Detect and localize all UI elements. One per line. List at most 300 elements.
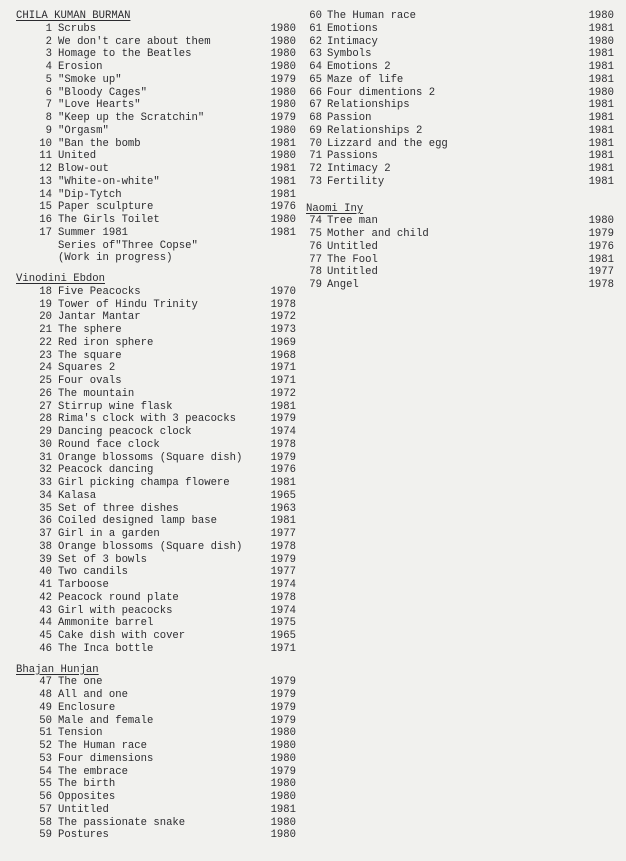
entry-title: Rima's clock with 3 peacocks (58, 413, 237, 426)
entry-year: 1979 (270, 701, 296, 714)
entry-year: 1979 (270, 451, 296, 464)
entry-title: The Girls Toilet (58, 214, 160, 226)
artwork-entry (16, 439, 296, 452)
entry-title: Coiled designed lamp base (58, 515, 217, 528)
entry-year: 1981 (588, 175, 614, 188)
entry-title: The one (58, 676, 103, 689)
artwork-entry (16, 804, 296, 817)
entry-title: Emotions (327, 22, 378, 35)
entry-year: 1980 (270, 150, 296, 163)
artwork-entry (306, 23, 614, 36)
continuation-text: Series of"Three Copse" (58, 239, 198, 252)
entry-year: 1981 (588, 124, 614, 137)
artwork-entry (16, 87, 296, 100)
artwork-entry (16, 554, 296, 567)
entry-year: 1975 (270, 617, 296, 630)
artwork-entry (16, 23, 296, 36)
artwork-entry (16, 676, 296, 689)
entry-year: 1981 (270, 137, 296, 150)
entry-number: 25 (39, 375, 52, 387)
entry-number: 39 (39, 553, 52, 566)
entry-year: 1972 (270, 311, 296, 324)
entry-title: Girl with peacocks (58, 604, 173, 617)
entry-title: The Inca bottle (58, 642, 154, 655)
entry-year: 1981 (588, 163, 614, 175)
artwork-entry (16, 138, 296, 151)
left-column (16, 10, 296, 842)
entry-year: 1976 (270, 201, 296, 214)
artwork-entry (16, 74, 296, 87)
entry-year: 1981 (588, 150, 614, 163)
entry-continuation (16, 252, 296, 265)
entry-number: 65 (309, 73, 322, 86)
entry-year: 1981 (588, 22, 614, 35)
entry-title: Maze of life (327, 73, 404, 86)
artwork-entry (306, 10, 614, 23)
entry-number: 12 (39, 163, 52, 175)
entry-title: The mountain (58, 387, 135, 400)
entry-year: 1976 (588, 240, 614, 253)
entry-title: Fertility (327, 175, 385, 188)
entry-number: 15 (39, 201, 52, 214)
entry-year: 1981 (588, 73, 614, 86)
entry-year: 1980 (588, 215, 614, 228)
entry-number: 53 (39, 752, 52, 765)
entry-number: 77 (309, 253, 322, 266)
entry-number: 62 (309, 35, 322, 48)
entry-title: Summer 1981 (58, 226, 128, 239)
entry-year: 1980 (270, 829, 296, 842)
entry-number: 61 (309, 22, 322, 35)
artwork-entry (16, 324, 296, 337)
artwork-entry (16, 727, 296, 740)
artwork-entry (16, 48, 296, 61)
entry-year: 1980 (270, 791, 296, 803)
entry-title: Jantar Mantar (58, 311, 141, 324)
entry-year: 1971 (270, 642, 296, 655)
artwork-entry (16, 150, 296, 163)
artwork-entry (306, 125, 614, 138)
entry-year: 1973 (270, 324, 296, 336)
artwork-entry (16, 299, 296, 312)
section-spacer (16, 265, 296, 273)
artwork-entry (16, 702, 296, 715)
entry-number: 45 (39, 630, 52, 642)
entry-year: 1980 (270, 214, 296, 226)
entry-year: 1980 (270, 61, 296, 73)
entry-number: 73 (309, 175, 322, 188)
artwork-entry (16, 201, 296, 214)
entry-number: 52 (39, 740, 52, 752)
entry-title: The embrace (58, 765, 128, 778)
artwork-entry (16, 528, 296, 541)
entry-title: Intimacy 2 (327, 163, 391, 175)
entry-year: 1976 (270, 464, 296, 477)
entry-number: 27 (39, 400, 52, 413)
entry-title: Emotions 2 (327, 61, 391, 73)
artwork-entry (16, 112, 296, 125)
entry-title: Round face clock (58, 438, 160, 451)
entry-title: Untitled (58, 803, 109, 816)
entry-year: 1980 (270, 816, 296, 829)
entry-number: 46 (39, 642, 52, 655)
entry-title: Relationships (327, 99, 410, 112)
entry-number: 48 (39, 689, 52, 701)
entry-title: Stirrup wine flask (58, 400, 173, 413)
entry-number: 26 (39, 387, 52, 400)
entry-year: 1981 (270, 226, 296, 239)
artwork-entry (16, 61, 296, 74)
entry-number: 29 (39, 426, 52, 438)
entry-number: 19 (39, 298, 52, 311)
right-column (306, 10, 614, 292)
entry-year: 1981 (588, 253, 614, 266)
entry-title: Set of 3 bowls (58, 553, 148, 566)
entry-number: 64 (309, 61, 322, 73)
entry-title: Postures (58, 829, 109, 842)
entry-year: 1977 (270, 566, 296, 579)
entry-number: 79 (309, 279, 322, 291)
artwork-entry (306, 176, 614, 189)
entry-number: 58 (39, 816, 52, 829)
entry-number: 63 (309, 48, 322, 61)
entry-title: United (58, 150, 97, 163)
entry-title: Symbols (327, 48, 372, 61)
artwork-entry (16, 125, 296, 138)
entry-number: 22 (39, 336, 52, 349)
entry-number: 42 (39, 591, 52, 604)
artwork-entry (16, 579, 296, 592)
entry-number: 24 (39, 362, 52, 375)
entry-title: Homage to the Beatles (58, 48, 192, 61)
entry-year: 1974 (270, 604, 296, 617)
entry-number: 32 (39, 464, 52, 477)
entry-title: The Human race (58, 740, 148, 752)
entry-title: Scrubs (58, 22, 97, 35)
entry-title: The sphere (58, 324, 122, 336)
entry-title: Intimacy (327, 35, 378, 48)
entry-number: 20 (39, 311, 52, 324)
entry-number: 5 (45, 73, 52, 86)
artwork-entry (16, 337, 296, 350)
entry-title: Four dimensions (58, 752, 154, 765)
entry-title: Peacock round plate (58, 591, 179, 604)
entry-title: "Dip-Tytch (58, 188, 122, 201)
artwork-entry (16, 401, 296, 414)
entry-number: 66 (309, 86, 322, 99)
artwork-entry (16, 566, 296, 579)
entry-title: Angel (327, 279, 359, 291)
entry-title: "Smoke up" (58, 73, 122, 86)
artwork-entry (16, 227, 296, 240)
entry-year: 1981 (270, 163, 296, 175)
entry-year: 1981 (588, 137, 614, 150)
entry-title: Four dimentions 2 (327, 86, 436, 99)
entry-number: 1 (45, 22, 52, 35)
entry-year: 1981 (270, 515, 296, 528)
entry-title: Four ovals (58, 375, 122, 387)
artwork-entry (306, 150, 614, 163)
artwork-entry (16, 388, 296, 401)
artwork-entry (16, 592, 296, 605)
artwork-entry (16, 362, 296, 375)
entry-year: 1979 (270, 714, 296, 727)
entry-year: 1981 (588, 112, 614, 124)
entry-number: 69 (309, 124, 322, 137)
artwork-entry (16, 426, 296, 439)
entry-title: Mother and child (327, 228, 429, 240)
artwork-entry (16, 740, 296, 753)
entry-title: Ammonite barrel (58, 617, 154, 630)
entry-year: 1978 (270, 540, 296, 553)
entry-year: 1969 (270, 336, 296, 349)
artwork-entry (16, 214, 296, 227)
entry-title: "Orgasm" (58, 124, 109, 137)
entry-number: 9 (45, 124, 52, 137)
entry-year: 1980 (270, 99, 296, 112)
artwork-entry (306, 163, 614, 176)
artwork-entry (306, 266, 614, 279)
entry-number: 40 (39, 566, 52, 579)
artwork-entry (16, 541, 296, 554)
entry-year: 1974 (270, 426, 296, 438)
entry-year: 1965 (270, 630, 296, 642)
entry-number: 44 (39, 617, 52, 630)
artwork-entry (16, 36, 296, 49)
entry-number: 35 (39, 502, 52, 515)
entry-year: 1980 (270, 740, 296, 752)
artist-heading: CHILA KUMAN BURMAN (16, 10, 131, 22)
artwork-entry (16, 350, 296, 363)
artwork-entry (306, 112, 614, 125)
entry-year: 1979 (270, 553, 296, 566)
entry-number: 57 (39, 803, 52, 816)
entry-number: 36 (39, 515, 52, 528)
entry-title: Kalasa (58, 489, 97, 502)
artwork-entry (16, 375, 296, 388)
entry-year: 1979 (588, 228, 614, 240)
entry-title: The square (58, 349, 122, 362)
entry-number: 28 (39, 413, 52, 426)
artwork-entry (16, 643, 296, 656)
entry-number: 47 (39, 676, 52, 689)
artwork-entry (16, 413, 296, 426)
entry-title: Opposites (58, 791, 116, 803)
entry-number: 33 (39, 477, 52, 489)
entry-year: 1980 (588, 86, 614, 99)
entry-title: Set of three dishes (58, 502, 179, 515)
artwork-entry (306, 74, 614, 87)
entry-title: "White-on-white" (58, 175, 160, 188)
entry-title: Squares 2 (58, 362, 116, 375)
entry-title: Two candils (58, 566, 128, 579)
entry-year: 1978 (270, 298, 296, 311)
entry-year: 1980 (588, 10, 614, 22)
entry-year: 1979 (270, 765, 296, 778)
artwork-entry (16, 630, 296, 643)
artwork-entry (16, 452, 296, 465)
entry-year: 1980 (588, 35, 614, 48)
entry-number: 78 (309, 266, 322, 279)
entry-title: The Human race (327, 10, 417, 22)
entry-title: Untitled (327, 266, 378, 279)
entry-title: Erosion (58, 61, 103, 73)
entry-title: The passionate snake (58, 816, 186, 829)
entry-number: 71 (309, 150, 322, 163)
entry-title: Relationships 2 (327, 124, 423, 137)
entry-year: 1980 (270, 124, 296, 137)
entry-number: 51 (39, 727, 52, 740)
entry-title: Male and female (58, 714, 154, 727)
artwork-entry (306, 99, 614, 112)
entry-year: 1979 (270, 112, 296, 124)
entry-year: 1981 (588, 99, 614, 112)
artist-heading: Vinodini Ebdon (16, 273, 106, 285)
entry-year: 1981 (270, 188, 296, 201)
entry-year: 1978 (270, 438, 296, 451)
artwork-entry (16, 715, 296, 728)
artwork-entry (16, 829, 296, 842)
entry-title: Girl picking champa flowere (58, 477, 230, 489)
entry-number: 68 (309, 112, 322, 124)
entry-title: Tree man (327, 215, 378, 228)
entry-title: "Love Hearts" (58, 99, 141, 112)
entry-title: Girl in a garden (58, 528, 160, 540)
entry-year: 1979 (270, 689, 296, 701)
entry-number: 72 (309, 163, 322, 175)
entry-title: Orange blossoms (Square dish) (58, 540, 243, 553)
entry-year: 1978 (270, 591, 296, 604)
entry-year: 1980 (270, 35, 296, 48)
entry-year: 1980 (270, 778, 296, 791)
entry-year: 1977 (270, 528, 296, 540)
entry-title: Orange blossoms (Square dish) (58, 451, 243, 464)
entry-title: Passion (327, 112, 372, 124)
artwork-entry (16, 490, 296, 503)
entry-year: 1979 (270, 676, 296, 689)
entry-year: 1977 (588, 266, 614, 279)
entry-number: 13 (39, 175, 52, 188)
artwork-entry (306, 254, 614, 267)
artist-heading: Bhajan Hunjan (16, 663, 99, 676)
section-spacer (306, 189, 614, 203)
artwork-entry (16, 99, 296, 112)
artwork-entry (306, 279, 614, 292)
entry-number: 59 (39, 829, 52, 842)
entry-year: 1963 (270, 502, 296, 515)
artwork-entry (306, 48, 614, 61)
artwork-entry (16, 817, 296, 830)
entry-number: 18 (39, 285, 52, 298)
artwork-entry (16, 617, 296, 630)
entry-title: Red iron sphere (58, 336, 154, 349)
entry-year: 1971 (270, 375, 296, 387)
entry-number: 74 (309, 215, 322, 228)
entry-title: "Bloody Cages" (58, 86, 148, 99)
entry-year: 1980 (270, 48, 296, 61)
entry-year: 1971 (270, 362, 296, 375)
entry-title: Enclosure (58, 701, 116, 714)
entry-continuation (16, 240, 296, 253)
entry-year: 1978 (588, 279, 614, 291)
entry-number: 41 (39, 579, 52, 591)
artwork-entry (306, 228, 614, 241)
section-spacer (16, 656, 296, 664)
entry-year: 1980 (270, 86, 296, 99)
entry-title: Paper sculpture (58, 201, 154, 214)
artwork-entry (16, 464, 296, 477)
entry-year: 1972 (270, 387, 296, 400)
entry-number: 54 (39, 765, 52, 778)
entry-year: 1981 (588, 48, 614, 61)
entry-number: 30 (39, 438, 52, 451)
entry-number: 55 (39, 778, 52, 791)
artwork-entry (306, 87, 614, 100)
artwork-entry (16, 753, 296, 766)
entry-year: 1965 (270, 489, 296, 502)
entry-title: "Ban the bomb (58, 137, 141, 150)
entry-number: 56 (39, 791, 52, 803)
entry-number: 49 (39, 701, 52, 714)
artist-heading: Naomi Iny (306, 202, 364, 215)
entry-title: Lizzard and the egg (327, 137, 448, 150)
entry-title: Dancing peacock clock (58, 426, 192, 438)
entry-number: 16 (39, 214, 52, 226)
entry-year: 1981 (270, 477, 296, 489)
entry-number: 67 (309, 99, 322, 112)
entry-title: Blow-out (58, 163, 109, 175)
entry-title: Peacock dancing (58, 464, 154, 477)
entry-number: 6 (45, 86, 52, 99)
entry-year: 1980 (270, 22, 296, 35)
continuation-text: (Work in progress) (58, 252, 173, 265)
entry-title: All and one (58, 689, 128, 701)
entry-title: Tower of Hindu Trinity (58, 298, 198, 311)
entry-number: 60 (309, 10, 322, 22)
entry-year: 1970 (270, 285, 296, 298)
entry-year: 1979 (270, 73, 296, 86)
entry-number: 31 (39, 451, 52, 464)
artwork-entry (306, 241, 614, 254)
entry-title: Five Peacocks (58, 285, 141, 298)
entry-number: 34 (39, 489, 52, 502)
entry-title: "Keep up the Scratchin" (58, 112, 205, 124)
entry-title: The Fool (327, 253, 378, 266)
entry-number: 21 (39, 324, 52, 336)
entry-title: Cake dish with cover (58, 630, 186, 642)
artwork-entry (16, 515, 296, 528)
artwork-entry (306, 36, 614, 49)
artwork-entry (16, 778, 296, 791)
artwork-entry (306, 215, 614, 228)
entry-year: 1981 (270, 175, 296, 188)
entry-title: The birth (58, 778, 116, 791)
entry-year: 1974 (270, 579, 296, 591)
entry-title: Untitled (327, 240, 378, 253)
entry-number: 37 (39, 528, 52, 540)
artwork-entry (16, 766, 296, 779)
entry-number: 10 (39, 137, 52, 150)
artwork-entry (16, 189, 296, 202)
entry-year: 1968 (270, 349, 296, 362)
entry-title: Tarboose (58, 579, 109, 591)
artwork-entry (16, 163, 296, 176)
artwork-entry (16, 791, 296, 804)
entry-number: 23 (39, 349, 52, 362)
entry-title: Passions (327, 150, 378, 163)
entry-title: We don't care about them (58, 35, 211, 48)
entry-number: 17 (39, 226, 52, 239)
